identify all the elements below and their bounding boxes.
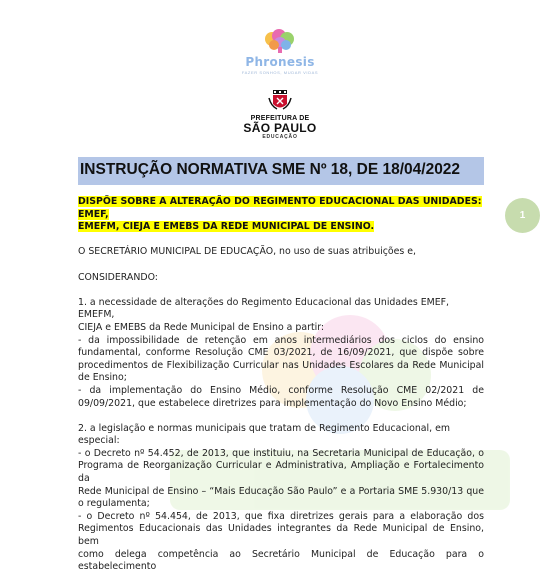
document-title: INSTRUÇÃO NORMATIVA SME Nº 18, DE 18/04/2022 [78,157,484,185]
item2-line3: Programa de Reorganização Curricular e Administrativa, Ampliação e Fortalecimento da [78,460,484,485]
prefeitura-line2: SÃO PAULO [243,121,317,135]
coat-of-arms-icon [267,90,293,112]
brain-icon [259,28,301,54]
item1-line4: fundamental, conforme Resolução CME 03/2021, de 16/09/2021, que dispõe sobre [78,347,484,359]
prefeitura-line3: EDUCAÇÃO [262,134,298,140]
item1-line2: CIEJA e EMEBS da Rede Municipal de Ensino a partir: [78,321,325,333]
item1-line3: - da impossibilidade de retenção em anos intermediários dos ciclos do ensino [78,334,484,346]
item1-line1: 1. a necessidade de alterações do Regimento Educacional das Unidades EMEF, EMEFM, [78,296,450,321]
item2-line2: - o Decreto nº 54.452, de 2013, que instituiu, na Secretaria Municipal de Educação, o [78,447,484,459]
item1-line6: de Ensino; [78,372,127,384]
item1-line5: procedimentos de Flexibilização Curricular nas Unidades Escolares da Rede Municipal [78,359,484,371]
summary-line-1: DISPÕE SOBRE A ALTERAÇÃO DO REGIMENTO EDUCACIONAL DAS UNIDADES: EMEF, [78,196,482,220]
comment-count-badge[interactable]: 1 [505,198,540,233]
summary-line-2: EMEFM, CIEJA E EMEBS DA REDE MUNICIPAL DE ENSINO. [78,221,375,233]
opening-paragraph: O SECRETÁRIO MUNICIPAL DE EDUCAÇÃO, no uso de suas atribuições e, [78,246,417,258]
item1-line7: - da implementação do Ensino Médio, conforme Resolução CME 02/2021 de [78,384,484,396]
phronesis-tagline: FAZER SONHOS, MUDAR VIDAS [241,70,319,75]
item2-line1: 2. a legislação e normas municipais que tratam de Regimento Educacional, em especial: [78,422,450,447]
phronesis-logo [0,28,560,75]
phronesis-name: Phronesis [245,55,315,69]
item2-line8: como delega competência ao Secretário Municipal de Educação para o estabelecimento [78,548,484,573]
prefeitura-logo [0,90,560,140]
item1-line8: 09/09/2021, que estabelece diretrizes para implementação do Novo Ensino Médio; [78,397,467,409]
document-body [78,196,484,574]
item2-line5: o regulamenta; [78,498,150,510]
item2-line6: - o Decreto nº 54.454, de 2013, que fixa diretrizes gerais para a elaboração dos [78,510,484,522]
item2-line7: Regimentos Educacionais das Unidades integrantes da Rede Municipal de Ensino, bem [78,523,484,548]
considering-heading: CONSIDERANDO: [78,271,158,283]
item2-line4: Rede Municipal de Ensino – “Mais Educação São Paulo” e a Portaria SME 5.930/13 que [78,485,484,497]
prefeitura-line1: PREFEITURA DE [250,115,310,122]
